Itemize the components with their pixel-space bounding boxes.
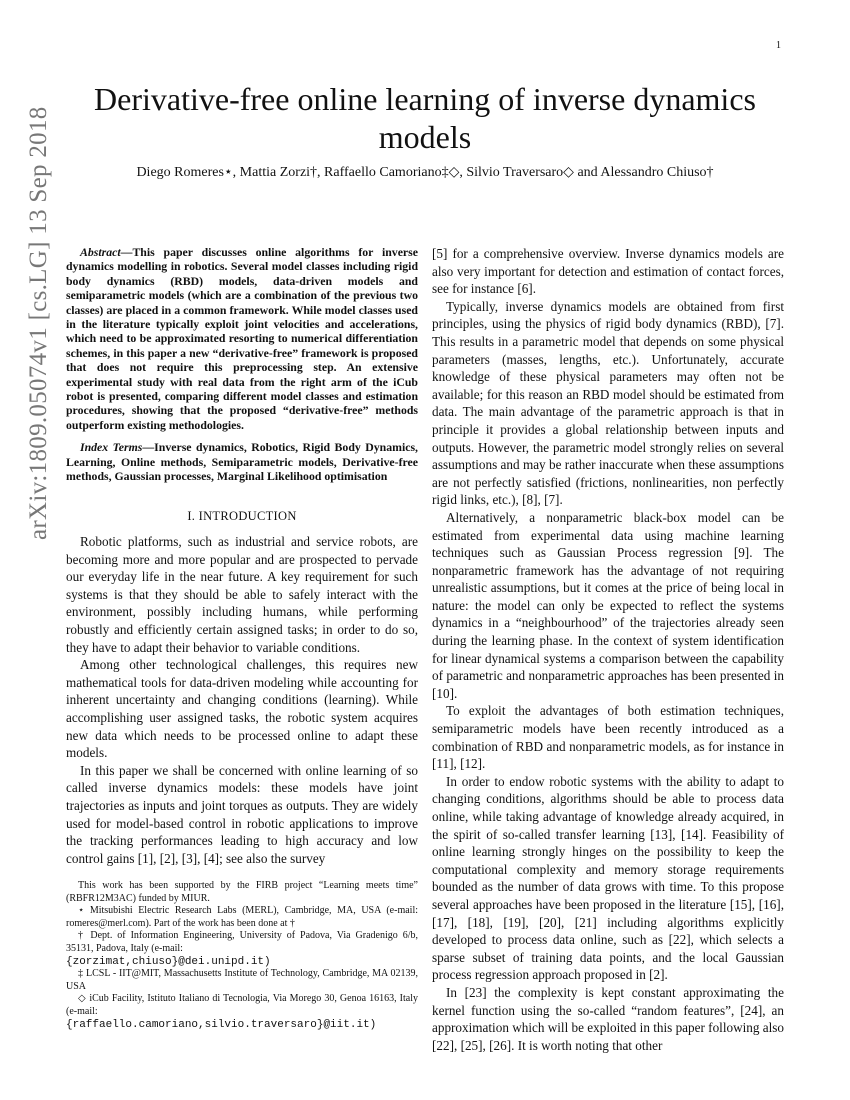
index-terms-text: —Inverse dynamics, Robotics, Rigid Body Dynamics, Learning, Online methods, Semiparametric models, Derivative-free methods, Gaussian processes, Marginal Likelihood optimisation — [66, 440, 418, 484]
intro-paragraph-3: In this paper we shall be concerned with online learning of so called inverse dynamics models: these models have joint trajectories as inputs and joint torques as outputs. They are widely used for model-based control in robotic applications to improve the tracking performances leading to high accuracy and low control gains [1], [2], [3], [4]; see also the survey — [66, 762, 418, 866]
footnote-padova-email: {zorzimat,chiuso}@dei.unipd.it) — [66, 955, 271, 968]
arxiv-identifier: arXiv:1809.05074v1 [cs.LG] 13 Sep 2018 — [25, 106, 52, 540]
right-paragraph-4: To exploit the advantages of both estimation techniques, semiparametric models have been recently introduced as a combination of RBD and nonparametric models, as for instance in [11], [12]. — [432, 703, 784, 772]
footnote-iit: ◇ iCub Facility, Istituto Italiano di Tecnologia, Via Morego 30, Genoa 16163, Italy (e-mail: — [66, 993, 418, 1017]
footnote-funding: This work has been supported by the FIRB project “Learning meets time” (RBFR12M3AC) funded by MIUR. — [66, 880, 418, 904]
footnote-padova: † Dept. of Information Engineering, University of Padova, Via Gradenigo 6/b, 35131, Padova, Italy (e-mail: — [66, 930, 418, 954]
right-paragraph-3: Alternatively, a nonparametric black-box model can be estimated from experimental data using machine learning techniques such as Gaussian Process regression [9]. The nonparametric framework has the advantage of not requiring unrealistic assumptions, but it comes at the price of being local in nature: the model can only be expected to reflect the systems dynamics in a “neighbourhood” of the trajectories already seen during the learning phase. In the context of system identification for linear dynamical systems a comparison between the capability of parametric and nonparametric approaches has been presented in [10]. — [432, 509, 784, 701]
abstract-text: —This paper discusses online algorithms for inverse dynamics modelling in robotics. Several model classes including rigid body dynamics (RBD) models, data-driven models and semiparametric models (which are a combination of the previous two classes) are placed in a common framework. While model classes used in the literature typically exploit joint velocities and accelerations, which need to be approximated resorting to numerical differentiation schemes, in this paper a new “derivative-free” framework is proposed that does not require this preprocessing step. An extensive experimental study with real data from the right arm of the iCub robot is presented, comparing different model classes and estimation procedures, showing that the proposed “derivative-free” methods outperform existing methodologies. — [66, 245, 418, 432]
right-paragraph-2: Typically, inverse dynamics models are obtained from first principles, using the physics of rigid body dynamics (RBD), [7]. This results in a parametric model that depends on some physical parameters (masses, lengths, etc.). Unfortunately, accurate knowledge of these physical parameters may often not be available; for this reason an RBD model should be estimated from data. The main advantage of the parametric approach is that in principle it provides a global relationship between inputs and outputs. However, the parametric model strongly relies on several assumptions and may be rather inaccurate when these assumptions are not perfectly satisfied (frictions, nonlinearities, non perfectly rigid links, etc.), [8], [7]. — [432, 298, 784, 508]
index-terms-label: Index Terms — [80, 440, 143, 455]
intro-paragraph-2: Among other technological challenges, this requires new mathematical tools for data-driven modeling while accounting for inherent uncertainty and changing conditions (learning). While accomplishing user assigned tasks, the robotic system acquires new data which needs to be processed online to adapt these models. — [66, 657, 418, 761]
footnotes — [66, 880, 418, 1031]
section-heading: I. INTRODUCTION — [187, 508, 297, 523]
abstract-label: Abstract — [80, 245, 121, 259]
footnote-iit-email: {raffaello.camoriano,silvio.traversaro}@iit.it) — [66, 1018, 377, 1031]
index-terms — [66, 440, 418, 483]
abstract — [66, 245, 418, 432]
right-paragraph-6: In [23] the complexity is kept constant approximating the kernel function using the so-called “random features”, [24], an approximation which will be exploited in this paper following also [22], [25], [26]. It is worth noting that other — [432, 984, 784, 1053]
right-paragraph-5: In order to endow robotic systems with the ability to adapt to changing conditions, algorithms should be able to process data online, while taking advantage of knowledge already acquired, in the spirit of so-called transfer learning [13], [14]. Feasibility of online learning strongly hinges on the possibility to keep the computational complexity and memory storage requirements bounded as the number of data grows with time. To this propose several approaches have been proposed in the literature [15], [16], [17], [18], [19], [20], [21] including algorithms explicitly developed to process data online, such as [22], which selects a sparse subset of training data points, and the local Gaussian process regression approach proposed in [2]. — [432, 773, 784, 983]
footnote-mit: ‡ LCSL - IIT@MIT, Massachusetts Institute of Technology, Cambridge, MA 02139, USA — [66, 968, 418, 992]
page-number: 1 — [776, 40, 781, 51]
paper-title: Derivative-free online learning of inverse dynamics models — [94, 81, 756, 155]
author-list: Diego Romeres⋆, Mattia Zorzi†, Raffaello Camoriano‡◇, Silvio Traversaro◇ and Alessandro Chiuso† — [136, 165, 714, 180]
right-paragraph-1: [5] for a comprehensive overview. Inverse dynamics models are also very important for detection and estimation of contact forces, see for instance [6]. — [432, 246, 784, 297]
footnote-merl: ⋆ Mitsubishi Electric Research Labs (MERL), Cambridge, MA, USA (e-mail: romeres@merl.com). Part of the work has been done at † — [66, 905, 418, 929]
left-column — [66, 245, 418, 867]
intro-paragraph-1: Robotic platforms, such as industrial and service robots, are becoming more and more popular and are prospected to pervade our everyday life in the near future. A key requirement for such systems is that they should be able to safely interact with the environment, possibly including humans, while performing robustly and efficiently certain assigned tasks; in order to do so, they have to adapt their behavior to variable conditions. — [66, 534, 418, 655]
right-column — [432, 245, 784, 1054]
